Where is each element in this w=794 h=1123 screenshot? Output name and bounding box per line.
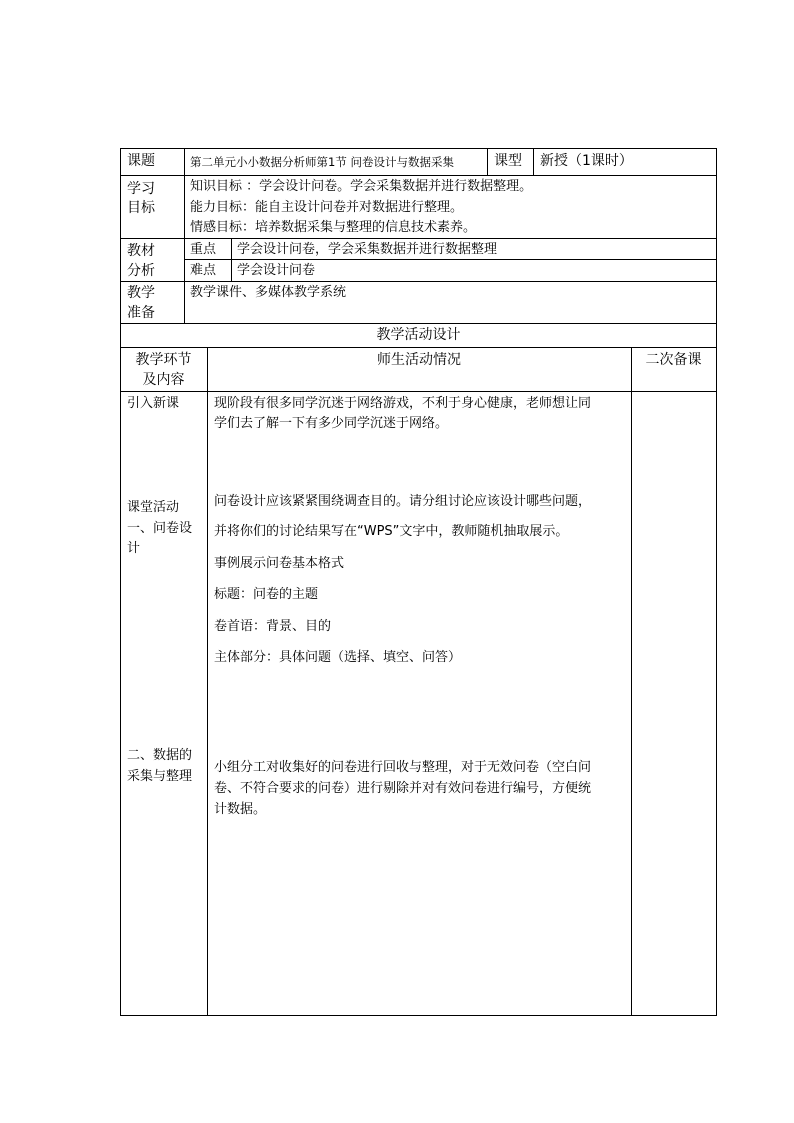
col-divider bbox=[631, 347, 632, 1016]
row-divider bbox=[120, 391, 717, 392]
row-divider bbox=[120, 238, 717, 239]
material-label-line2: 分析 bbox=[127, 263, 155, 279]
stage-part1-line2: 计 bbox=[127, 541, 141, 556]
stage-part1-line1: 一、问卷设 bbox=[127, 521, 193, 536]
col-divider bbox=[533, 148, 534, 175]
col-divider bbox=[207, 347, 208, 1016]
col-header-activity: 师生活动情况 bbox=[377, 352, 461, 368]
design-text-line1: 问卷设计应该紧紧围绕调查目的。请分组讨论应该设计哪些问题， bbox=[214, 494, 592, 509]
knowledge-goal: 知识目标 ：学会设计问卷。学会采集数据并进行数据整理。 bbox=[190, 179, 533, 194]
stage-intro: 引入新课 bbox=[127, 396, 180, 411]
row-divider bbox=[120, 281, 717, 282]
collect-text-line3: 计数据。 bbox=[214, 802, 267, 817]
table-border-bottom bbox=[120, 1015, 717, 1016]
table-border-top bbox=[120, 148, 717, 149]
lesson-type-label: 课型 bbox=[494, 153, 522, 169]
row-divider bbox=[120, 347, 717, 348]
key-point-label: 重点 bbox=[190, 242, 217, 257]
table-border-left bbox=[120, 148, 121, 1016]
difficulty-value: 学会设计问卷 bbox=[237, 263, 316, 278]
prep-label-line2: 准备 bbox=[127, 305, 155, 321]
prep-value: 教学课件、多媒体教学系统 bbox=[190, 285, 347, 300]
col-header-stage-line1: 教学环节 bbox=[135, 352, 192, 368]
questionnaire-preface-item: 卷首语：背景、目的 bbox=[214, 619, 332, 634]
course-title: 第二单元小小数据分析师第1节 问卷设计与数据采集 bbox=[190, 155, 454, 169]
example-heading: 事例展示问卷基本格式 bbox=[214, 556, 345, 571]
col-divider bbox=[231, 238, 232, 281]
row-divider bbox=[184, 259, 717, 260]
course-label: 课题 bbox=[127, 153, 155, 169]
intro-text-line2: 学们去了解一下有多少同学沉迷于网络。 bbox=[214, 416, 449, 431]
design-text-line2: 并将你们的讨论结果写在“WPS”文字中，教师随机抽取展示。 bbox=[214, 524, 569, 539]
stage-part2-line2: 采集与整理 bbox=[127, 769, 193, 784]
emotion-goal: 情感目标：培养数据采集与整理的信息技术素养。 bbox=[190, 220, 477, 235]
col-divider bbox=[487, 148, 488, 175]
questionnaire-title-item: 标题：问卷的主题 bbox=[214, 587, 319, 602]
prep-label-line1: 教学 bbox=[127, 285, 155, 301]
row-divider bbox=[120, 323, 717, 324]
goals-label-line1: 学习 bbox=[127, 181, 155, 197]
material-label-line1: 教材 bbox=[127, 243, 155, 259]
lesson-type-value: 新授（1课时） bbox=[540, 153, 633, 169]
col-header-second-prep: 二次备课 bbox=[645, 352, 702, 368]
table-border-right bbox=[716, 148, 717, 1016]
stage-part2-line1: 二、数据的 bbox=[127, 748, 193, 763]
difficulty-label: 难点 bbox=[190, 263, 217, 278]
key-point-value: 学会设计问卷，学会采集数据并进行数据整理 bbox=[237, 242, 498, 257]
goals-label-line2: 目标 bbox=[127, 200, 155, 216]
col-divider bbox=[184, 148, 185, 323]
collect-text-line2: 卷、不符合要求的问卷）进行剔除并对有效问卷进行编号，方便统 bbox=[214, 781, 592, 796]
activity-section-title: 教学活动设计 bbox=[376, 327, 461, 343]
intro-text-line1: 现阶段有很多同学沉迷于网络游戏，不利于身心健康，老师想让同 bbox=[214, 396, 592, 411]
stage-class-activity: 课堂活动 bbox=[127, 500, 180, 515]
collect-text-line1: 小组分工对收集好的问卷进行回收与整理，对于无效问卷（空白问 bbox=[214, 760, 592, 775]
questionnaire-body-item: 主体部分：具体问题（选择、填空、问答） bbox=[214, 650, 462, 665]
ability-goal: 能力目标：能自主设计问卷并对数据进行整理。 bbox=[190, 200, 464, 215]
row-divider bbox=[120, 175, 717, 176]
col-header-stage-line2: 及内容 bbox=[142, 372, 185, 388]
